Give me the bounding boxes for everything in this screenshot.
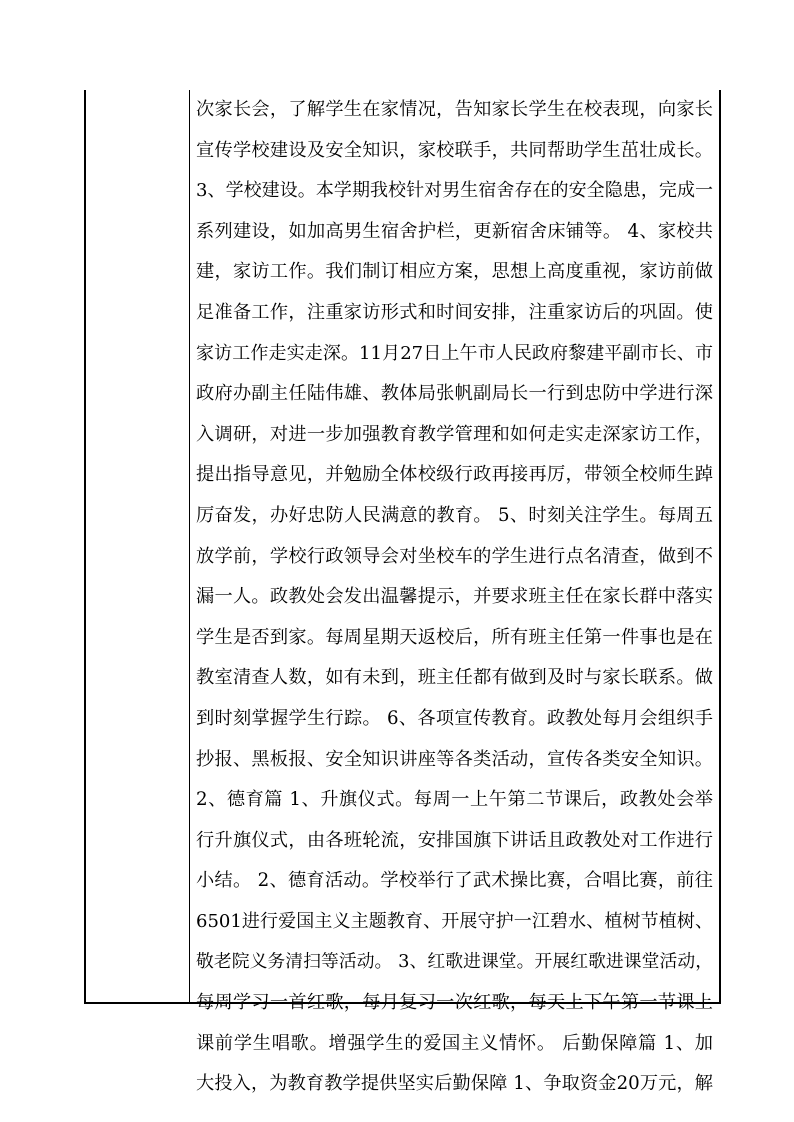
text-line: 敬老院义务清扫等活动。 3、红歌进课堂。开展红歌进课堂活动， — [196, 951, 713, 973]
text-line: 2、德育篇 1、升旗仪式。每周一上午第二节课后，政教处会举 — [196, 789, 713, 811]
text-line: 建，家访工作。我们制订相应方案，思想上高度重视，家访前做 — [196, 261, 713, 283]
text-line: 教室清查人数，如有未到，班主任都有做到及时与家长联系。做 — [196, 667, 713, 689]
text-line: 提出指导意见，并勉励全体校级行政再接再厉，带领全校师生踔 — [196, 464, 713, 486]
text-line: 课前学生唱歌。增强学生的爱国主义情怀。 后勤保障篇 1、加 — [196, 1032, 713, 1054]
text-line: 抄报、黑板报、安全知识讲座等各类活动，宣传各类安全知识。 — [196, 748, 713, 770]
text-line: 行升旗仪式，由各班轮流，安排国旗下讲话且政教处对工作进行 — [196, 829, 713, 851]
text-line: 放学前，学校行政领导会对坐校车的学生进行点名清查，做到不 — [196, 545, 713, 567]
text-line: 每周学习一首红歌，每月复习一次红歌，每天上下午第一节课上 — [196, 992, 713, 1014]
text-line: 宣传学校建设及安全知识，家校联手，共同帮助学生茁壮成长。 — [196, 139, 713, 161]
table-frame — [84, 90, 721, 1095]
text-line: 足准备工作，注重家访形式和时间安排，注重家访后的巩固。使 — [196, 301, 713, 323]
text-line: 厉奋发，办好忠防人民满意的教育。 5、时刻关注学生。每周五 — [196, 504, 713, 526]
text-line: 小结。 2、德育活动。学校举行了武术操比赛，合唱比赛，前往 — [196, 870, 713, 892]
text-line: 入调研，对进一步加强教育教学管理和如何走实走深家访工作， — [196, 423, 713, 445]
text-line: 政府办副主任陆伟雄、教体局张帆副局长一行到忠防中学进行深 — [196, 383, 713, 405]
text-line: 家访工作走实走深。11月27日上午市人民政府黎建平副市长、市 — [196, 342, 713, 364]
text-line: 次家长会，了解学生在家情况，告知家长学生在校表现，向家长 — [196, 99, 713, 120]
text-line: 漏一人。政教处会发出温馨提示，并要求班主任在家长群中落实 — [196, 586, 713, 608]
table-left-cell — [86, 90, 190, 1002]
text-line: 大投入，为教育教学提供坚实后勤保障 1、争取资金20万元，解 — [196, 1073, 713, 1095]
table-text-cell — [196, 90, 713, 1095]
text-line: 3、学校建设。本学期我校针对男生宿舍存在的安全隐患，完成一 — [196, 180, 713, 202]
text-line: 学生是否到家。每周星期天返校后，所有班主任第一件事也是在 — [196, 626, 713, 648]
text-line: 系列建设，如加高男生宿舍护栏，更新宿舍床铺等。 4、家校共 — [196, 220, 713, 242]
text-line: 6501进行爱国主义主题教育、开展守护一江碧水、植树节植树、 — [196, 910, 713, 932]
text-line: 到时刻掌握学生行踪。 6、各项宣传教育。政教处每月会组织手 — [196, 707, 713, 729]
